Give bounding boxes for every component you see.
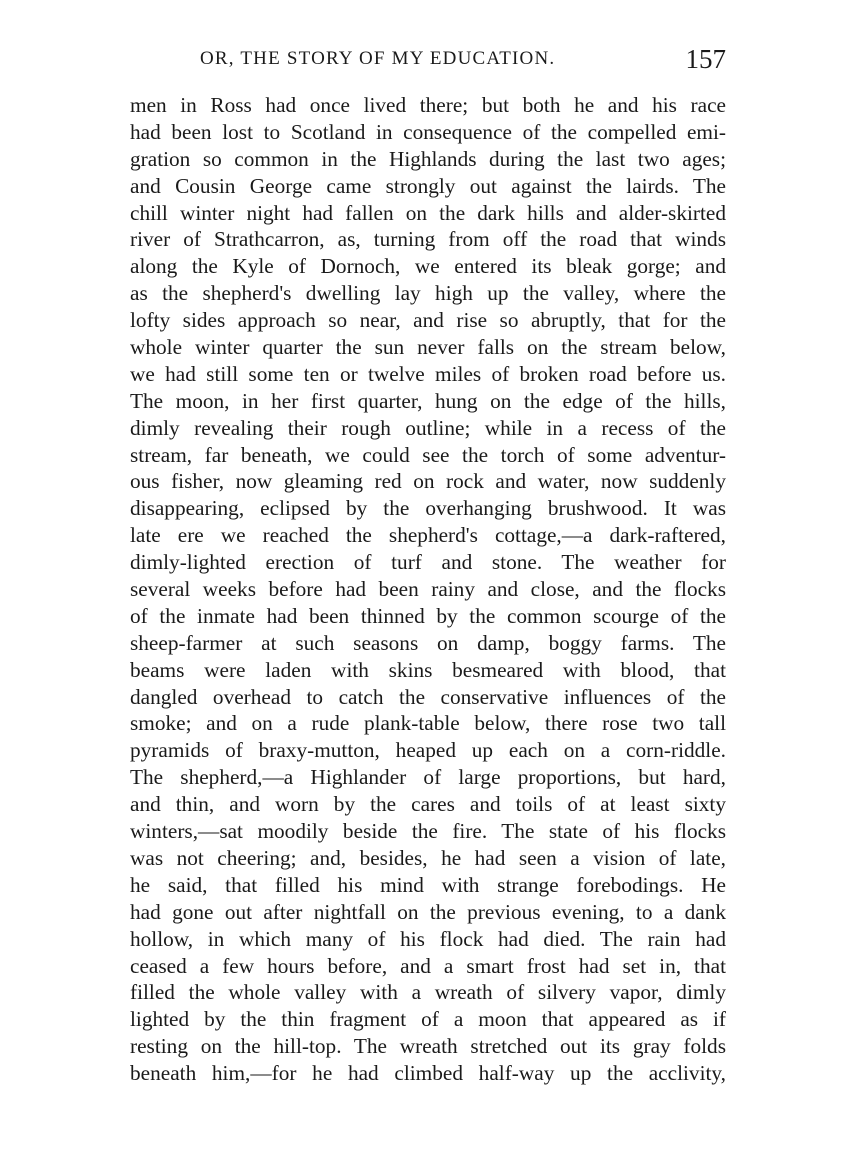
running-title: OR, THE STORY OF MY EDUCATION. <box>200 48 556 69</box>
text-line: filled the whole valley with a wreath of silvery vapor, dimly <box>130 980 726 1005</box>
page-number: 157 <box>685 44 726 74</box>
text-line: was not cheering; and, besides, he had seen a vision of late, <box>130 845 726 870</box>
text-line: lofty sides approach so near, and rise so abruptly, that for the <box>130 308 726 333</box>
text-line: and thin, and worn by the cares and toils of at least sixty <box>130 792 726 817</box>
text-line: had gone out after nightfall on the previous evening, to a dank <box>130 899 726 924</box>
text-line: pyramids of braxy-mutton, heaped up each on a corn-riddle. <box>130 738 726 763</box>
text-line: ous fisher, now gleaming red on rock and water, now suddenly <box>130 469 726 494</box>
text-line: smoke; and on a rude plank-table below, there rose two tall <box>130 711 726 736</box>
text-line: late ere we reached the shepherd's cottage,—a dark-raftered, <box>130 523 726 548</box>
text-line: dangled overhead to catch the conservative influences of the <box>130 684 726 709</box>
text-line: dimly-lighted erection of turf and stone. The weather for <box>130 550 726 575</box>
text-line: and Cousin George came strongly out against the lairds. The <box>130 173 726 198</box>
text-line: chill winter night had fallen on the dark hills and alder-skirted <box>130 200 726 225</box>
text-line: resting on the hill-top. The wreath stretched out its gray folds <box>130 1034 726 1059</box>
text-line: beams were laden with skins besmeared with blood, that <box>130 657 726 682</box>
text-line: sheep-farmer at such seasons on damp, boggy farms. The <box>130 630 726 655</box>
text-line: The shepherd,—a Highlander of large proportions, but hard, <box>130 765 726 790</box>
text-line: several weeks before had been rainy and close, and the flocks <box>130 577 726 602</box>
running-head <box>130 44 726 78</box>
text-line: disappearing, eclipsed by the overhanging brushwood. It was <box>130 496 726 521</box>
text-line: lighted by the thin fragment of a moon that appeared as if <box>130 1007 726 1032</box>
text-line: winters,—sat moodily beside the fire. The state of his flocks <box>130 819 726 844</box>
text-line: as the shepherd's dwelling lay high up the valley, where the <box>130 281 726 306</box>
text-line: stream, far beneath, we could see the torch of some adventur- <box>130 442 726 467</box>
body-text <box>130 92 726 1087</box>
text-line: dimly revealing their rough outline; while in a recess of the <box>130 415 726 440</box>
text-line: we had still some ten or twelve miles of broken road before us. <box>130 361 726 386</box>
text-line: whole winter quarter the sun never falls on the stream below, <box>130 335 726 360</box>
text-line: men in Ross had once lived there; but both he and his race <box>130 93 726 117</box>
text-line: beneath him,—for he had climbed half-way up the acclivity, <box>130 1061 726 1086</box>
text-line: along the Kyle of Dornoch, we entered its bleak gorge; and <box>130 254 726 279</box>
text-line: gration so common in the Highlands during the last two ages; <box>130 146 726 171</box>
text-line: river of Strathcarron, as, turning from off the road that winds <box>130 227 726 252</box>
text-line: hollow, in which many of his flock had died. The rain had <box>130 926 726 951</box>
text-line: of the inmate had been thinned by the common scourge of the <box>130 603 726 628</box>
text-line: he said, that filled his mind with strange forebodings. He <box>130 872 726 897</box>
text-line: ceased a few hours before, and a smart frost had set in, that <box>130 953 726 978</box>
text-line: The moon, in her first quarter, hung on the edge of the hills, <box>130 388 726 413</box>
text-line: had been lost to Scotland in consequence of the compelled emi- <box>130 119 726 144</box>
